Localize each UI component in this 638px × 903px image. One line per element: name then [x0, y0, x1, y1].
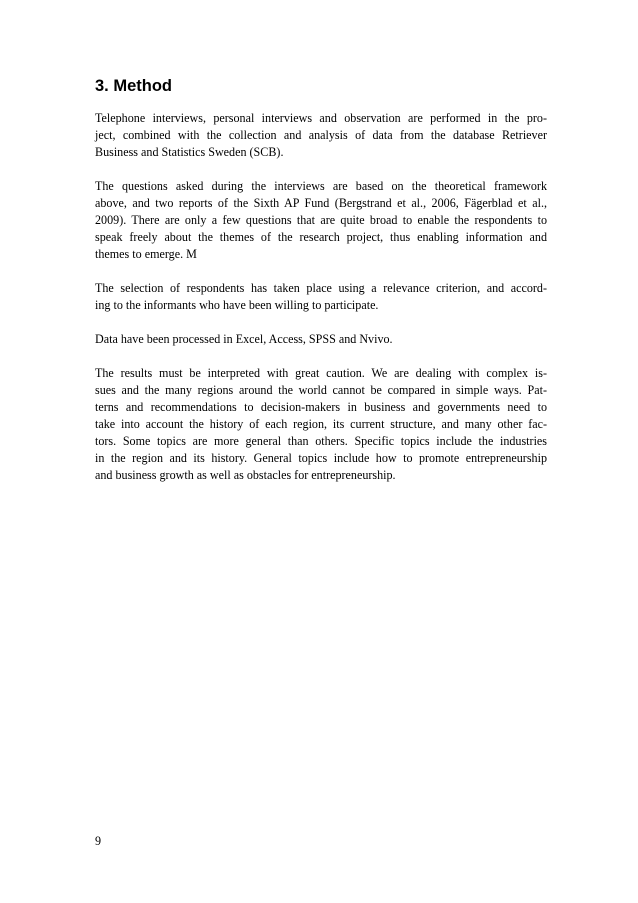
- paragraph-result-caution: [95, 365, 547, 484]
- document-page: [95, 0, 547, 903]
- paragraph-respondent-selection: [95, 280, 547, 314]
- text-line: ject, combined with the collection and analysis of data from the database Retriever: [95, 128, 547, 142]
- text-line: Data have been processed in Excel, Access, SPSS and Nvivo.: [95, 332, 393, 346]
- text-line: The selection of respondents has taken place using a relevance criterion, and accord-: [95, 281, 547, 295]
- page-number: 9: [95, 834, 102, 848]
- body-text: [95, 110, 547, 501]
- text-line: Business and Statistics Sweden (SCB).: [95, 145, 284, 159]
- text-line: sues and the many regions around the world cannot be compared in simple ways. Pat-: [95, 383, 547, 397]
- text-line: tors. Some topics are more general than others. Specific topics include the industries: [95, 434, 547, 448]
- text-line: take into account the history of each region, its current structure, and many other fac-: [95, 417, 547, 431]
- paragraph-data-processing: [95, 331, 547, 348]
- text-line: The results must be interpreted with great caution. We are dealing with complex is-: [95, 366, 547, 380]
- paragraph-interview-methods: [95, 110, 547, 161]
- text-line: above, and two reports of the Sixth AP Fund (Bergstrand et al., 2006, Fägerblad et al.,: [95, 196, 547, 210]
- text-line: Telephone interviews, personal interviews and observation are performed in the pro-: [95, 111, 547, 125]
- section-heading: 3. Method: [95, 77, 172, 95]
- text-line: ing to the informants who have been willing to participate.: [95, 298, 379, 312]
- text-line: speak freely about the themes of the research project, thus enabling information and: [95, 230, 547, 244]
- text-line: themes to emerge. M: [95, 247, 197, 261]
- text-line: terns and recommendations to decision-makers in business and governments need to: [95, 400, 547, 414]
- text-line: The questions asked during the interviews are based on the theoretical framework: [95, 179, 547, 193]
- paragraph-interview-questions: [95, 178, 547, 263]
- text-line: and business growth as well as obstacles for entrepreneurship.: [95, 468, 396, 482]
- text-line: in the region and its history. General topics include how to promote entrepreneurship: [95, 451, 547, 465]
- text-line: 2009). There are only a few questions that are quite broad to enable the respondents to: [95, 213, 547, 227]
